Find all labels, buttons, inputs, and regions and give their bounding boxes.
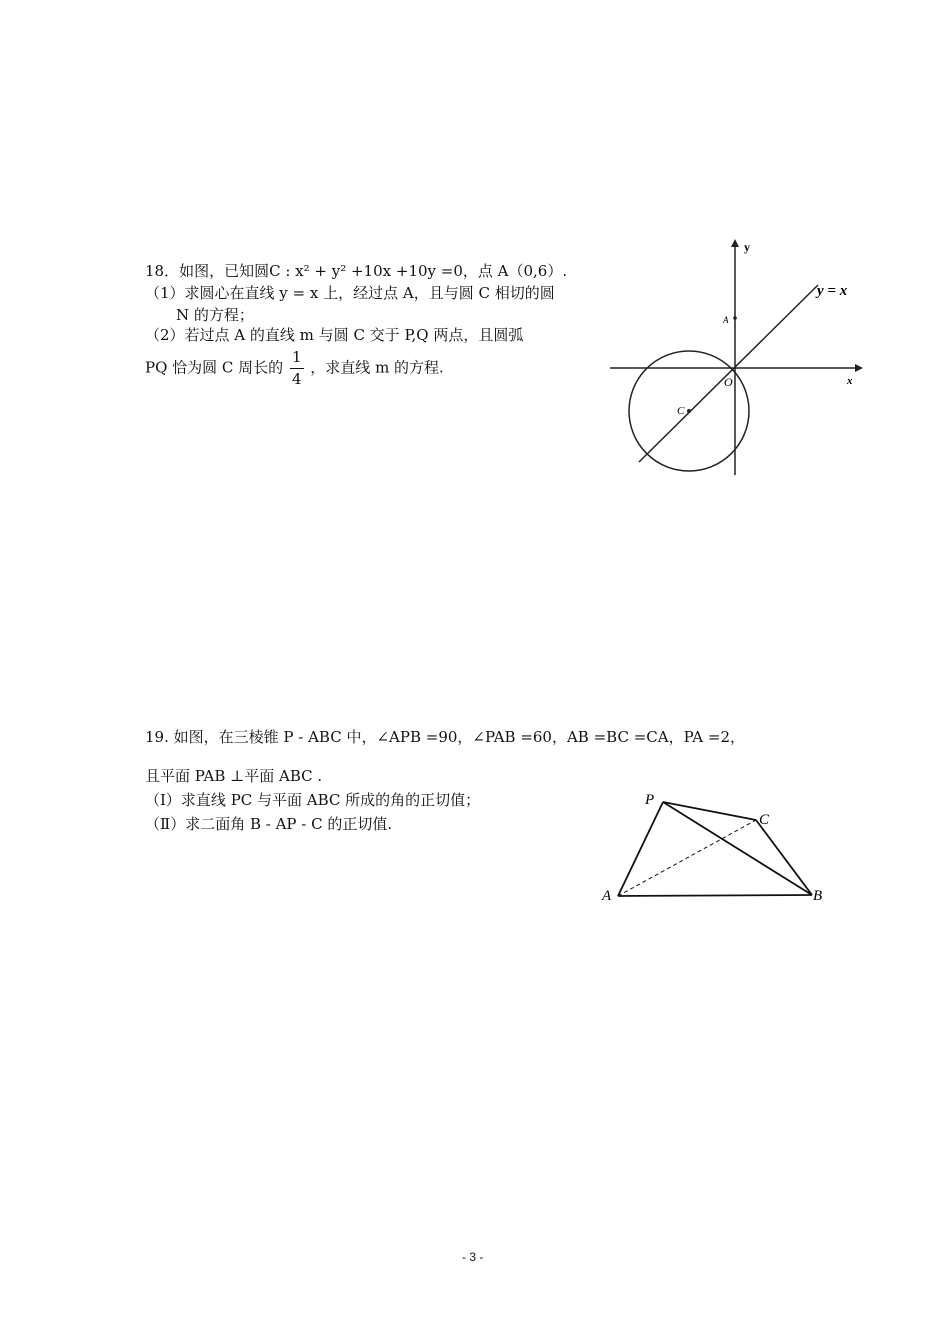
y-axis-label: y bbox=[744, 240, 750, 254]
edge-cb bbox=[756, 820, 812, 895]
p19-line4: （Ⅱ）求二面角 B - AP - C 的正切值. bbox=[145, 815, 393, 833]
vertex-b-label: B bbox=[813, 888, 823, 904]
p19-line1: 19. 如图，在三棱锥 P - ABC 中，∠APB =90，∠PAB =60，AB =BC =CA，PA =2， bbox=[145, 728, 746, 746]
p18-line5-pre: PQ 恰为圆 C 周长的 bbox=[145, 358, 284, 377]
line-y-eq-x bbox=[639, 285, 818, 462]
p18-line4: （2）若过点 A 的直线 m 与圆 C 交于 P,Q 两点，且圆弧 bbox=[145, 326, 524, 344]
figure-18 bbox=[605, 235, 865, 485]
edge-ac-hidden bbox=[618, 820, 756, 896]
point-a-dot bbox=[733, 316, 737, 320]
line-label: y = x bbox=[817, 283, 848, 299]
page-number: - 3 - bbox=[462, 1250, 484, 1264]
vertex-c-label: C bbox=[759, 812, 770, 828]
p18-frac-den: 4 bbox=[291, 370, 302, 388]
point-c-label: C bbox=[677, 405, 685, 417]
point-o-label: O bbox=[724, 375, 733, 389]
vertex-p-label: P bbox=[645, 792, 655, 808]
p18-line1: 18．如图，已知圆C : x² + y² +10x +10y =0，点 A（0,6）. bbox=[145, 262, 568, 280]
p18-frac-num: 1 bbox=[290, 350, 304, 369]
point-a-label: A bbox=[723, 315, 729, 325]
x-axis-arrow bbox=[855, 364, 863, 372]
point-c-dot bbox=[687, 409, 691, 413]
edge-pa bbox=[618, 802, 663, 896]
vertex-a-label: A bbox=[602, 888, 612, 904]
y-axis-arrow bbox=[731, 239, 739, 247]
figure-19 bbox=[598, 790, 838, 910]
p18-line5 bbox=[145, 350, 444, 387]
p18-line3: N 的方程； bbox=[176, 306, 254, 324]
p19-line3: （Ⅰ）求直线 PC 与平面 ABC 所成的角的正切值； bbox=[145, 791, 481, 809]
x-axis-label: x bbox=[847, 375, 853, 387]
p19-line2: 且平面 PAB ⊥平面 ABC . bbox=[145, 767, 323, 785]
p18-line2: （1）求圆心在直线 y = x 上，经过点 A，且与圆 C 相切的圆 bbox=[145, 284, 555, 302]
p18-line5-post: ，求直线 m 的方程. bbox=[310, 358, 444, 377]
edge-ab bbox=[618, 895, 812, 896]
p18-fraction bbox=[290, 350, 304, 387]
